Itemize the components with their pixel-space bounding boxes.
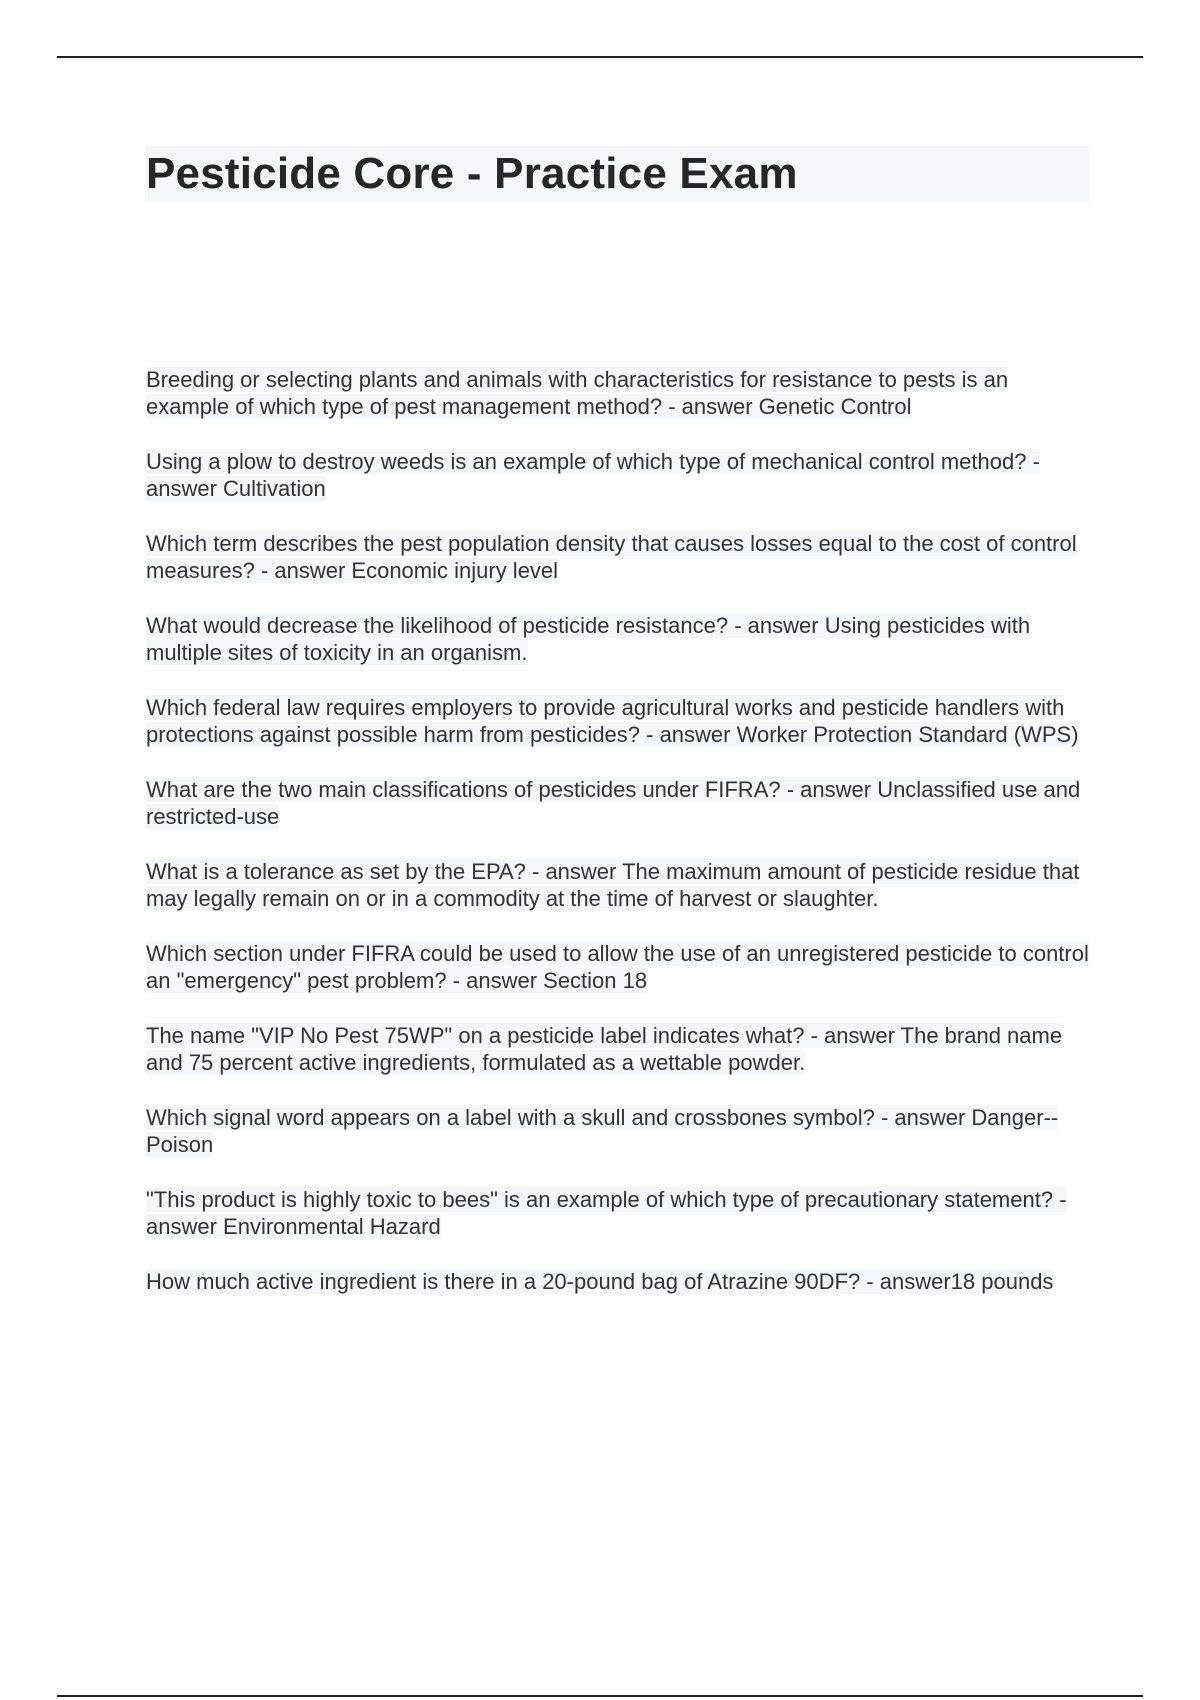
- qa-item-4: [146, 612, 1090, 666]
- qa-text: Breeding or selecting plants and animals with characteristics for resistance to pests is an example of which type of pest management method? - answer Genetic Control: [146, 367, 1009, 419]
- qa-text: Which signal word appears on a label with a skull and crossbones symbol? - answer Danger--Poison: [146, 1105, 1059, 1157]
- qa-text: Which term describes the pest population density that causes losses equal to the cost of control measures? - answer Economic injury level: [146, 531, 1077, 583]
- bottom-rule: [57, 1695, 1143, 1697]
- qa-item-2: [146, 448, 1090, 502]
- qa-item-12: [146, 1268, 1090, 1295]
- qa-item-7: [146, 858, 1090, 912]
- qa-item-10: [146, 1104, 1090, 1158]
- page-title: Pesticide Core - Practice Exam: [146, 149, 798, 198]
- qa-text: Which section under FIFRA could be used to allow the use of an unregistered pesticide to control an "emergency" pest problem? - answer Section 18: [146, 941, 1089, 993]
- qa-text: Using a plow to destroy weeds is an example of which type of mechanical control method? - answer Cultivation: [146, 449, 1040, 501]
- qa-item-5: [146, 694, 1090, 748]
- qa-text: How much active ingredient is there in a 20-pound bag of Atrazine 90DF? - answer18 pounds: [146, 1269, 1054, 1294]
- qa-item-9: [146, 1022, 1090, 1076]
- qa-text: Which federal law requires employers to provide agricultural works and pesticide handlers with protections against possible harm from pesticides? - answer Worker Protection Standard (WPS): [146, 695, 1079, 747]
- qa-text: What are the two main classifications of pesticides under FIFRA? - answer Unclassified use and restricted-use: [146, 777, 1081, 829]
- qa-list: [146, 366, 1090, 1323]
- qa-text: What would decrease the likelihood of pesticide resistance? - answer Using pesticides with multiple sites of toxicity in an organism.: [146, 613, 1031, 665]
- qa-item-6: [146, 776, 1090, 830]
- qa-item-3: [146, 530, 1090, 584]
- qa-text: What is a tolerance as set by the EPA? - answer The maximum amount of pesticide residue that may legally remain on or in a commodity at the time of harvest or slaughter.: [146, 859, 1080, 911]
- qa-text: "This product is highly toxic to bees" is an example of which type of precautionary statement? - answer Environmental Hazard: [146, 1187, 1067, 1239]
- top-rule: [57, 56, 1143, 58]
- qa-item-8: [146, 940, 1090, 994]
- qa-text: The name "VIP No Pest 75WP" on a pesticide label indicates what? - answer The brand name and 75 percent active ingredients, formulated as a wettable powder.: [146, 1023, 1063, 1075]
- qa-item-1: [146, 366, 1090, 420]
- qa-item-11: [146, 1186, 1090, 1240]
